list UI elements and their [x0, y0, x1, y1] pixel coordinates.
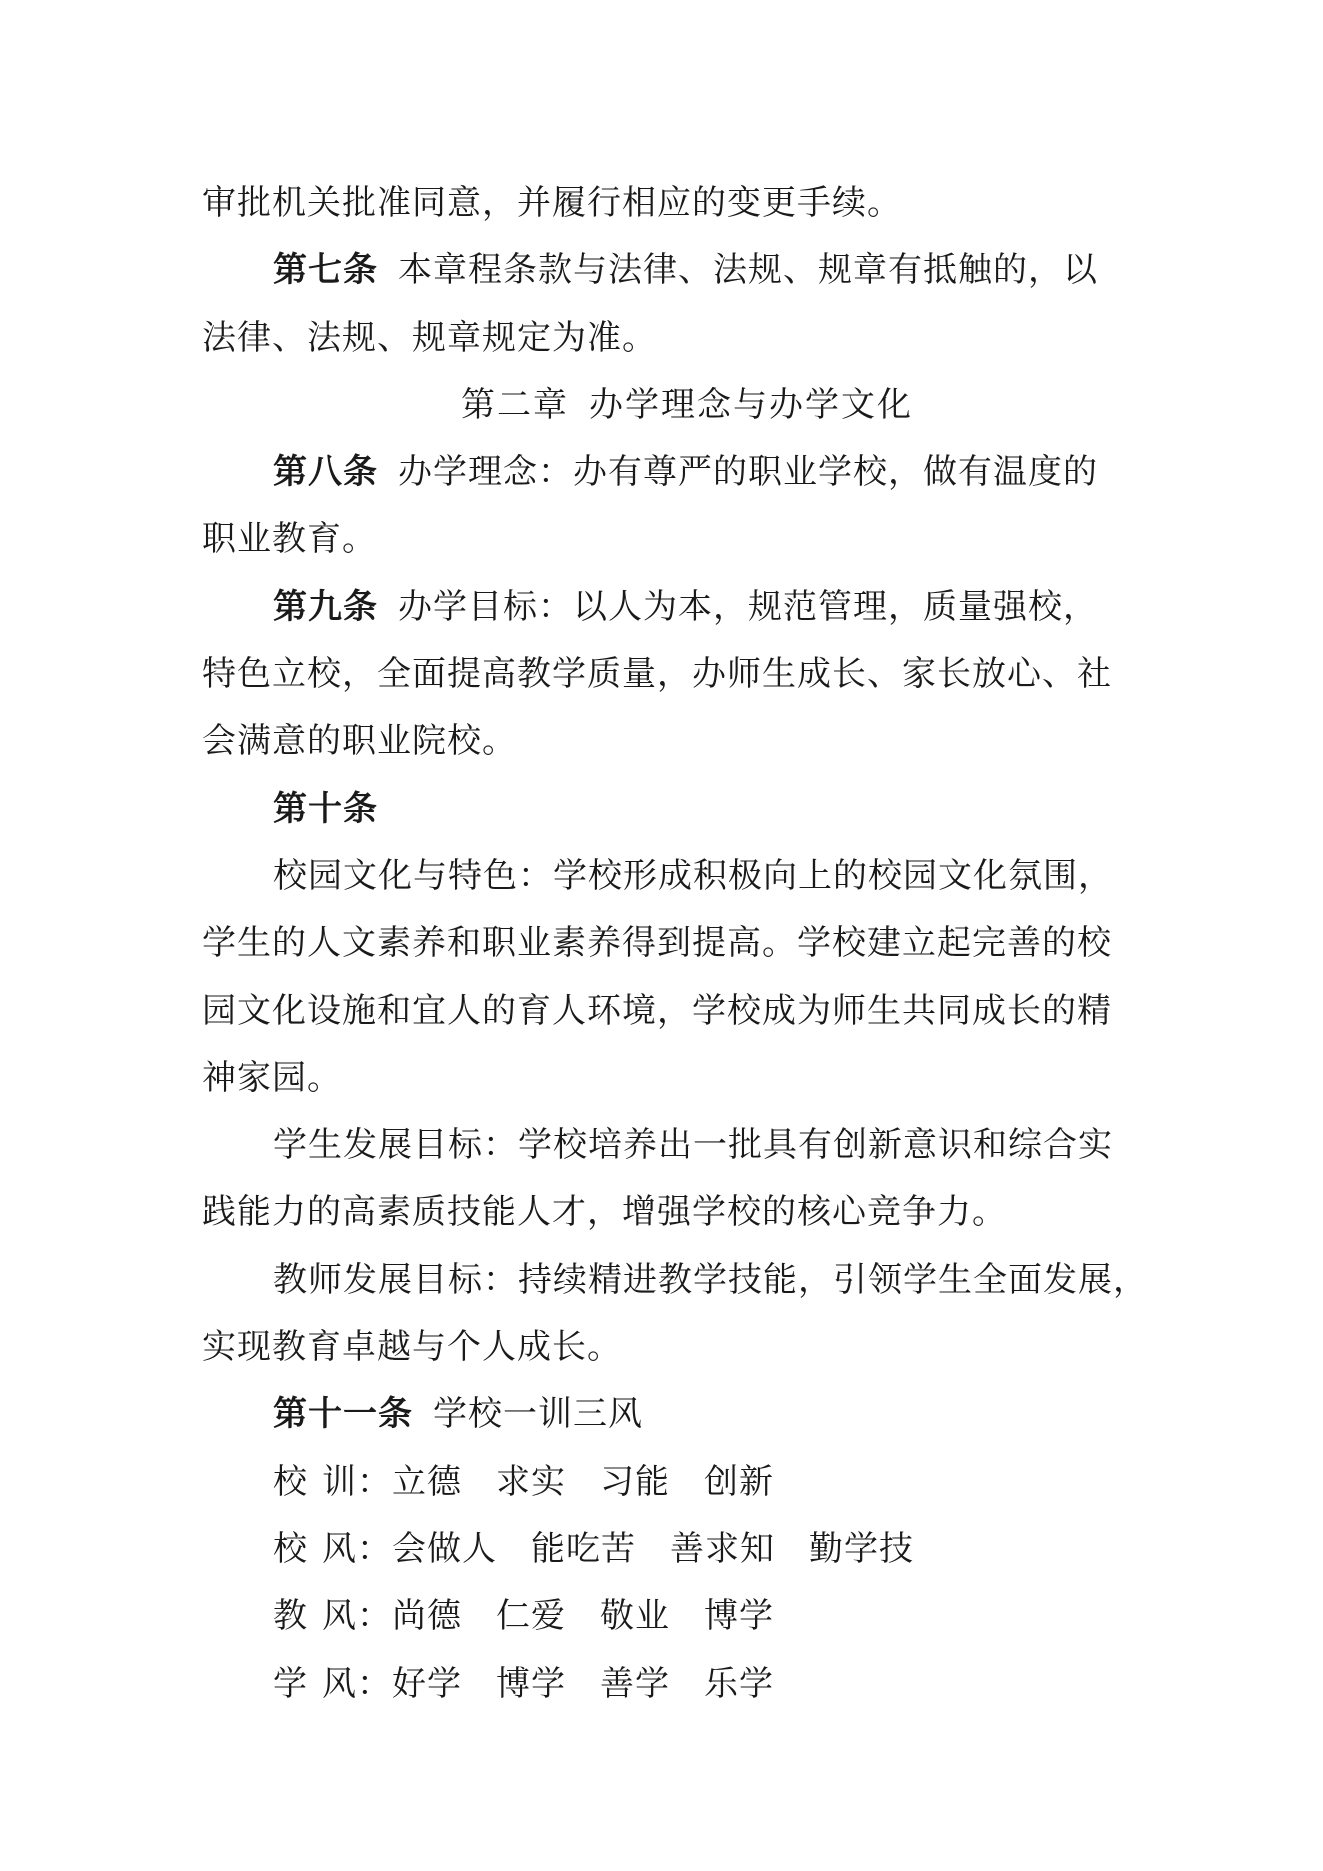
teaching-style-row [202, 1583, 1132, 1650]
study-word: 乐学 [704, 1663, 774, 1704]
teaching-word: 敬业 [600, 1596, 670, 1637]
teaching-word: 尚德 [392, 1596, 462, 1637]
style-word: 勤学技 [809, 1528, 914, 1569]
motto-word: 习能 [600, 1461, 670, 1502]
school-motto-label-a: 校 [273, 1461, 308, 1502]
chapter2-title: 办学理念与办学文化 [589, 384, 913, 425]
study-word: 博学 [496, 1663, 566, 1704]
school-style-row [202, 1516, 1132, 1583]
article11-title: 学校一训三风 [433, 1394, 643, 1435]
teacher-goal-line2: 实现教育卓越与个人成长。 [202, 1327, 622, 1368]
teaching-style-label-a: 教 [273, 1596, 308, 1637]
study-style-row [202, 1651, 1132, 1718]
campus-culture-line2: 学生的人文素养和职业素养得到提高。学校建立起完善的校 [202, 923, 1112, 964]
school-style-label-b: 风： [322, 1528, 392, 1569]
campus-culture-line3: 园文化设施和宜人的育人环境，学校成为师生共同成长的精 [202, 990, 1112, 1031]
article8-label: 第八条 [273, 452, 378, 493]
teaching-word: 博学 [704, 1596, 774, 1637]
student-goal-line2: 践能力的高素质技能人才，增强学校的核心竞争力。 [202, 1192, 1007, 1233]
study-style-label-a: 学 [273, 1663, 308, 1704]
teaching-word: 仁爱 [496, 1596, 566, 1637]
article8-line2: 职业教育。 [202, 519, 377, 560]
article8-line1 [202, 439, 1132, 506]
chapter2-heading [202, 372, 1132, 439]
article11-label: 第十一条 [273, 1394, 413, 1435]
study-word: 善学 [600, 1663, 670, 1704]
article7-line1 [202, 237, 1132, 304]
article9-line3: 会满意的职业院校。 [202, 721, 517, 762]
chapter2-label: 第二章 [461, 384, 569, 425]
article9-line1 [202, 574, 1132, 641]
article7-line2: 法律、法规、规章规定为准。 [202, 317, 657, 358]
teaching-style-label-b: 风： [322, 1596, 392, 1637]
school-motto-label-b: 训： [322, 1461, 392, 1502]
study-word: 好学 [392, 1663, 462, 1704]
article10-label: 第十条 [273, 788, 378, 829]
article8-text: 办学理念：办有尊严的职业学校，做有温度的 [398, 452, 1098, 493]
style-word: 会做人 [392, 1528, 497, 1569]
article11-line1 [202, 1381, 1132, 1448]
teacher-goal-line1: 教师发展目标：持续精进教学技能，引领学生全面发展， [273, 1259, 1148, 1300]
article7-text: 本章程条款与法律、法规、规章有抵触的，以 [398, 250, 1098, 291]
article9-label: 第九条 [273, 586, 378, 627]
motto-word: 立德 [392, 1461, 462, 1502]
student-goal-line1: 学生发展目标：学校培养出一批具有创新意识和综合实 [273, 1125, 1113, 1166]
style-word: 能吃苦 [531, 1528, 636, 1569]
article9-text: 办学目标：以人为本，规范管理，质量强校， [398, 586, 1098, 627]
article9-line2: 特色立校，全面提高教学质量，办师生成长、家长放心、社 [202, 654, 1112, 695]
article7-label: 第七条 [273, 250, 378, 291]
article6-continuation: 审批机关批准同意，并履行相应的变更手续。 [202, 183, 902, 223]
document-page [202, 170, 1148, 1718]
motto-word: 求实 [496, 1461, 566, 1502]
style-word: 善求知 [670, 1528, 775, 1569]
school-style-label-a: 校 [273, 1528, 308, 1569]
campus-culture-line1: 校园文化与特色：学校形成积极向上的校园文化氛围， [273, 855, 1113, 896]
study-style-label-b: 风： [322, 1663, 392, 1704]
school-motto-row [202, 1449, 1132, 1516]
motto-word: 创新 [704, 1461, 774, 1502]
campus-culture-line4: 神家园。 [202, 1057, 342, 1098]
